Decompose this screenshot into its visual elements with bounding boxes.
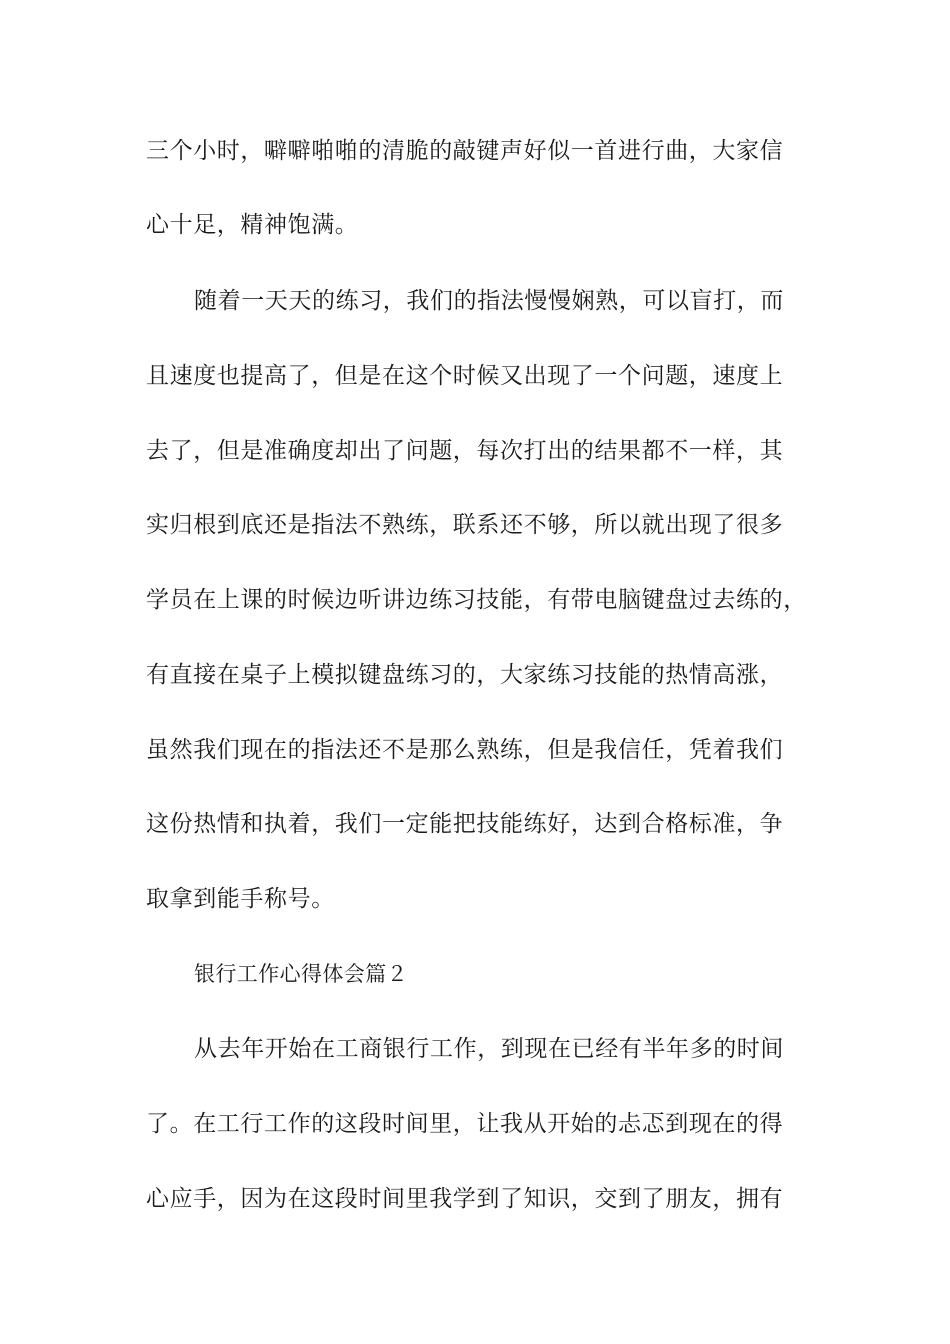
section-heading: 银行工作心得体会篇２ bbox=[194, 962, 408, 986]
paragraph-line: 去了，但是准确度却出了问题，每次打出的结果都不一样，其 bbox=[146, 438, 784, 464]
paragraph-line: 取拿到能手称号。 bbox=[146, 886, 335, 912]
paragraph-line: 学员在上课的时候边听讲边练习技能，有带电脑键盘过去练的， bbox=[146, 587, 807, 613]
paragraph-line: 实归根到底还是指法不熟练，联系还不够，所以就出现了很多 bbox=[146, 512, 784, 538]
paragraph-line: 心十足，精神饱满。 bbox=[146, 212, 359, 238]
paragraph-line: 虽然我们现在的指法还不是那么熟练，但是我信任，凭着我们 bbox=[146, 737, 784, 763]
paragraph-line: 且速度也提高了，但是在这个时候又出现了一个问题，速度上 bbox=[146, 363, 784, 389]
paragraph-line: 从去年开始在工商银行工作，到现在已经有半年多的时间 bbox=[194, 1036, 784, 1062]
paragraph-line: 有直接在桌子上模拟键盘练习的，大家练习技能的热情高涨， bbox=[146, 662, 784, 688]
paragraph-line: 三个小时，噼噼啪啪的清脆的敲键声好似一首进行曲，大家信 bbox=[146, 138, 784, 164]
paragraph-line: 这份热情和执着，我们一定能把技能练好，达到合格标准，争 bbox=[146, 811, 784, 837]
paragraph-line: 心应手，因为在这段时间里我学到了知识，交到了朋友，拥有 bbox=[146, 1186, 784, 1212]
paragraph-line: 了。在工行工作的这段时间里，让我从开始的忐忑到现在的得 bbox=[146, 1111, 784, 1137]
paragraph-line: 随着一天天的练习，我们的指法慢慢娴熟，可以盲打，而 bbox=[194, 288, 784, 314]
